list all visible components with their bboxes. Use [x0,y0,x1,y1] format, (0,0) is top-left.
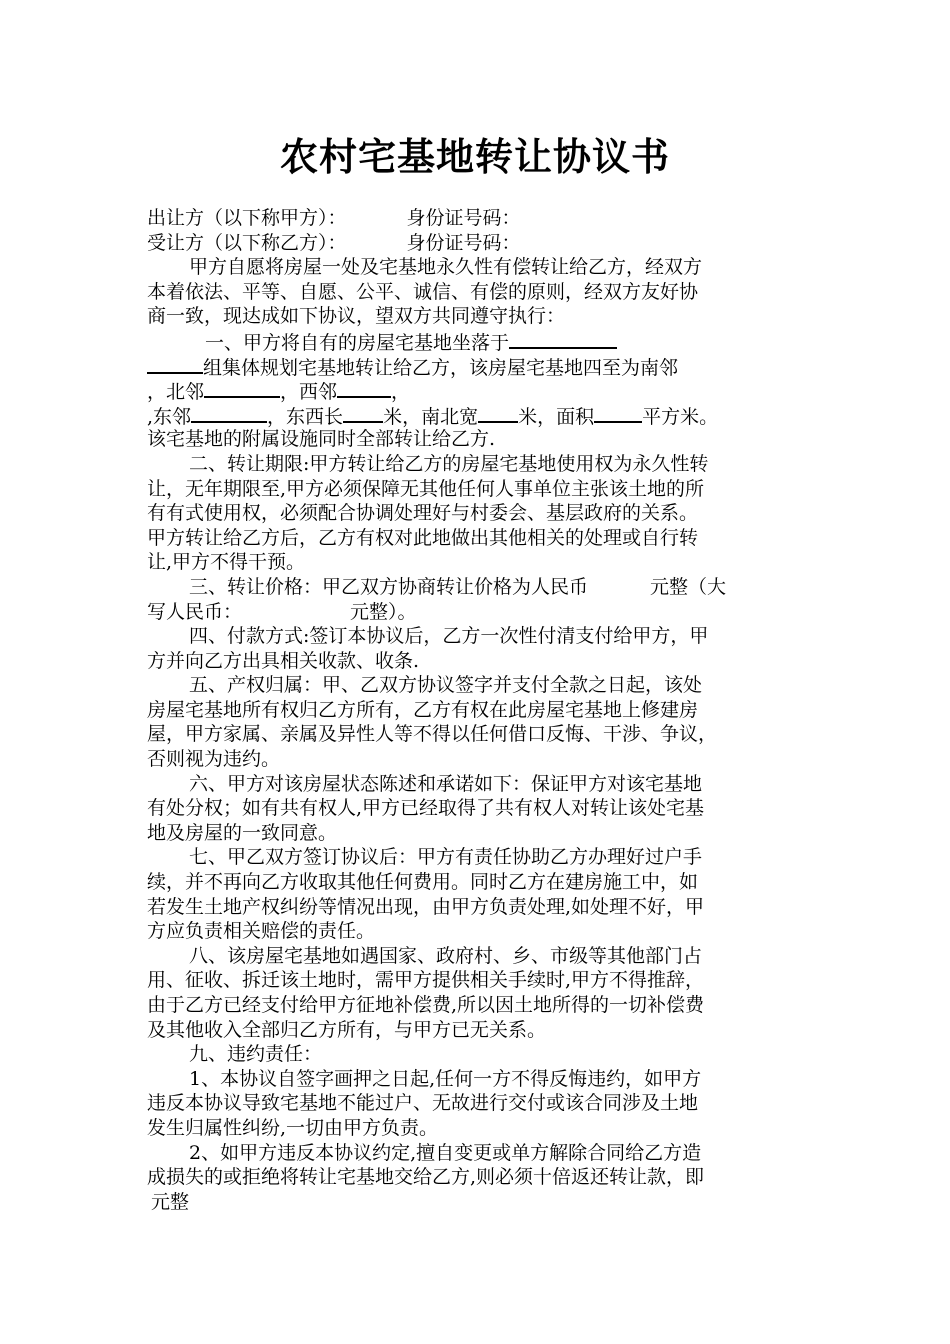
clause-2-line: 甲方转让给乙方后，乙方有权对此地做出其他相关的处理或自行转 [147,526,699,549]
clause-7-line: 方应负责相关赔偿的责任。 [147,920,376,943]
clause-7-line: 续，并不再向乙方收取其他任何费用。同时乙方在建房施工中，如 [147,871,699,894]
width-blank [478,403,518,423]
document-body [147,206,807,1214]
buyer-line [147,231,807,256]
clause-5-line: 房屋宅基地所有权归乙方所有，乙方有权在此房屋宅基地上修建房 [147,698,699,721]
clause-7-line: 七、甲乙双方签订协议后：甲方有责任协助乙方办理好过户手 [189,846,703,869]
clause-9-2-line: 成损失的或拒绝将转让宅基地交给乙方,则必须十倍返还转让款，即 [147,1166,705,1189]
clause-4-line: 方并向乙方出具相关收款、收条. [147,649,420,672]
clause-5-line: 屋，甲方家属、亲属及异性人等不得以任何借口反悔、干涉、争议， [147,723,718,746]
west-blank [337,378,391,398]
clause-9-2-line: 2、如甲方违反本协议约定,擅自变更或单方解除合同给乙方造 [189,1141,702,1164]
clause-3-line: 写人民币： 元整）。 [147,600,417,623]
seller-id-label: 身份证号码： [406,207,521,229]
clause-6-line: 六、甲方对该房屋状态陈述和承诺如下：保证甲方对该宅基地 [189,772,703,795]
clause-1-line: 该宅基地的附属设施同时全部转让给乙方. [147,428,496,451]
clause-9-1-line: 违反本协议导致宅基地不能过户、无故进行交付或该合同涉及土地 [147,1092,699,1115]
length-blank [343,403,383,423]
buyer-label: 受让方（以下称乙方）： [147,231,347,254]
intro-line: 商一致，现达成如下协议，望双方共同遵守执行： [147,305,566,328]
seller-label: 出让方（以下称甲方）： [147,207,347,229]
clause-7-line: 若发生土地产权纠纷等情况出现，由甲方负责处理,如处理不好，甲 [147,895,705,918]
area-blank [594,403,642,423]
clause-1-line: 一、甲方将自有的房屋宅基地坐落于 [147,329,807,354]
clause-2-line: 让，无年期限至,甲方必须保障无其他任何人事单位主张该土地的所 [147,477,705,500]
intro-line: 甲方自愿将房屋一处及宅基地永久性有偿转让给乙方，经双方 [189,256,703,279]
clause-9-1-line: 发生归属性纠纷,一切由甲方负责。 [147,1116,439,1139]
intro-line: 本着依法、平等、自愿、公平、诚信、有偿的原则，经双方友好协 [147,280,699,303]
clause-1-line: 组集体规划宅基地转让给乙方，该房屋宅基地四至为南邻 [147,354,807,379]
seller-line [147,206,807,231]
buyer-id-label: 身份证号码： [406,231,521,254]
document-title: 农村宅基地转让协议书 [279,135,670,179]
clause-2-line: 二、转让期限:甲方转让给乙方的房屋宅基地使用权为永久性转 [189,452,709,475]
clause-6-line: 有处分权；如有共有权人,甲方已经取得了共有权人对转让该处宅基 [147,797,705,820]
clause-8-line: 八、该房屋宅基地如遇国家、政府村、乡、市级等其他部门占 [189,944,703,967]
clause-9-2-line: 元整 [151,1190,190,1213]
clause-5-line: 五、产权归属：甲、乙双方协议签字并支付全款之日起，该处 [189,674,703,697]
clause-9-heading: 九、违约责任： [189,1043,323,1066]
clause-6-line: 地及房屋的一致同意。 [147,821,338,844]
clause-2-line: 有有式使用权，必须配合协调处理好与村委会、基层政府的关系。 [147,502,699,525]
location-blank [509,329,617,349]
clause-1-line: ,东邻 ，东西长 米，南北宽 米，面积 平方米。 [147,403,807,428]
clause-1-line: ，北邻 ，西邻 ， [147,378,807,403]
north-blank [204,378,280,398]
group-blank [147,354,203,374]
clause-3-line: 三、转让价格：甲乙双方协商转让价格为人民币 元整（大 [189,575,727,598]
east-blank [191,403,267,423]
clause-8-line: 由于乙方已经支付给甲方征地补偿费,所以因土地所得的一切补偿费 [147,994,705,1016]
clause-8-line: 及其他收入全部归乙方所有，与甲方已无关系。 [147,1018,547,1041]
clause-2-line: 让,甲方不得干预。 [147,551,306,574]
clause-5-line: 否则视为违约。 [147,748,281,771]
clause-9-1-line: 1、本协议自签字画押之日起,任何一方不得反悔违约，如甲方 [189,1067,702,1090]
clause-8-line: 用、征收、拆迁该土地时，需甲方提供相关手续时,甲方不得推辞， [147,969,705,992]
clause-4-line: 四、付款方式:签订本协议后，乙方一次性付清支付给甲方，甲 [189,625,709,648]
